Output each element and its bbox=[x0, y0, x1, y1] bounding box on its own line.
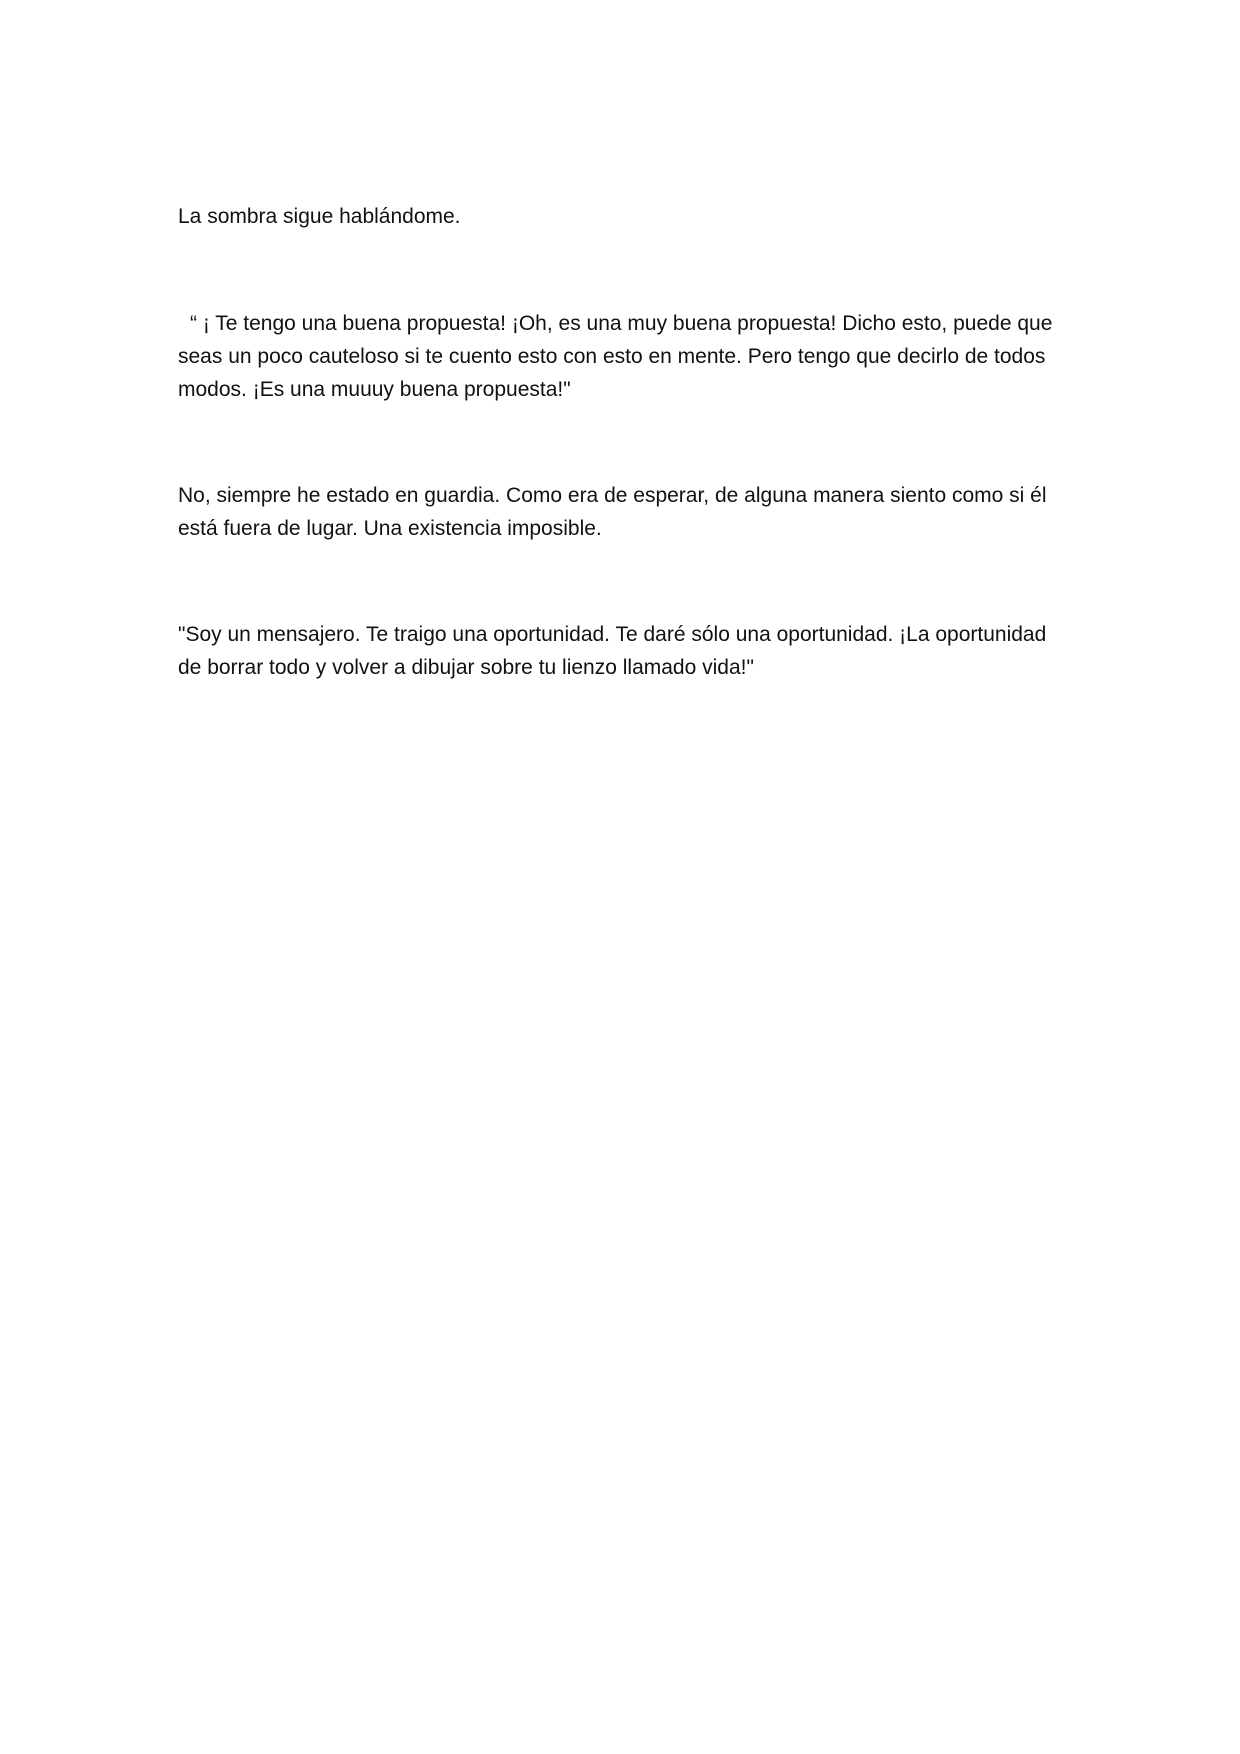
paragraph-line: de borrar todo y volver a dibujar sobre tu lienzo llamado vida!" bbox=[178, 656, 754, 679]
paragraph-2 bbox=[178, 307, 1078, 406]
paragraph-4 bbox=[178, 618, 1078, 684]
paragraph-line: está fuera de lugar. Una existencia imposible. bbox=[178, 517, 602, 540]
paragraph-line: La sombra sigue hablándome. bbox=[178, 205, 461, 228]
paragraph-line: "Soy un mensajero. Te traigo una oportunidad. Te daré sólo una oportunidad. ¡La oportunidad bbox=[178, 623, 1047, 646]
paragraph-line: seas un poco cauteloso si te cuento esto con esto en mente. Pero tengo que decirlo de todos bbox=[178, 345, 1046, 368]
paragraph-line: modos. ¡Es una muuuy buena propuesta!" bbox=[178, 378, 571, 401]
paragraph-line: No, siempre he estado en guardia. Como era de esperar, de alguna manera siento como si él bbox=[178, 484, 1047, 507]
paragraph-3 bbox=[178, 479, 1078, 545]
paragraph-1 bbox=[178, 200, 1078, 233]
paragraph-line: “ ¡ Te tengo una buena propuesta! ¡Oh, es una muy buena propuesta! Dicho esto, puede que bbox=[190, 312, 1053, 335]
